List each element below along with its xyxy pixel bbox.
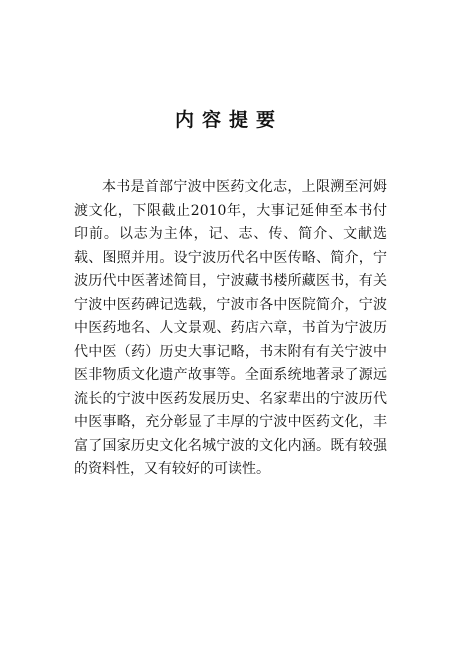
- paragraph-line: 宁波中医药碑记选载，宁波市各中医院简介，宁波: [74, 296, 387, 313]
- paragraph-line: 载、图照并用。设宁波历代名中医传略、简介，宁: [74, 249, 387, 266]
- paragraph-line: 代中医（药）历史大事记略，书末附有有关宁波中: [74, 343, 387, 360]
- paragraph-line: 本书是首部宁波中医药文化志，上限溯至河姆: [102, 179, 387, 195]
- summary-paragraph: [74, 176, 387, 482]
- paragraph-line: 中医药地名、人文景观、药店六章，书首为宁波历: [74, 320, 387, 336]
- paragraph-line: 波历代中医著述简目，宁波藏书楼所藏医书，有关: [74, 273, 387, 289]
- paragraph-line: 流长的宁波中医药发展历史、名家辈出的宁波历代: [74, 390, 387, 407]
- paragraph-line: 印前。以志为主体，记、志、传、简介、文献选: [74, 226, 387, 242]
- page-title: 内容提要: [174, 109, 283, 131]
- paragraph-line: 渡文化，下限截止2010年，大事记延伸至本书付: [74, 202, 387, 219]
- paragraph-line: 中医事略，充分彰显了丰厚的宁波中医药文化，丰: [74, 414, 387, 430]
- paragraph-line: 的资料性，又有较好的可读性。: [74, 461, 270, 477]
- paragraph-line: 富了国家历史文化名城宁波的文化内涵。既有较强: [74, 437, 387, 454]
- paragraph-line: 医非物质文化遗产故事等。全面系统地著录了源远: [74, 367, 387, 383]
